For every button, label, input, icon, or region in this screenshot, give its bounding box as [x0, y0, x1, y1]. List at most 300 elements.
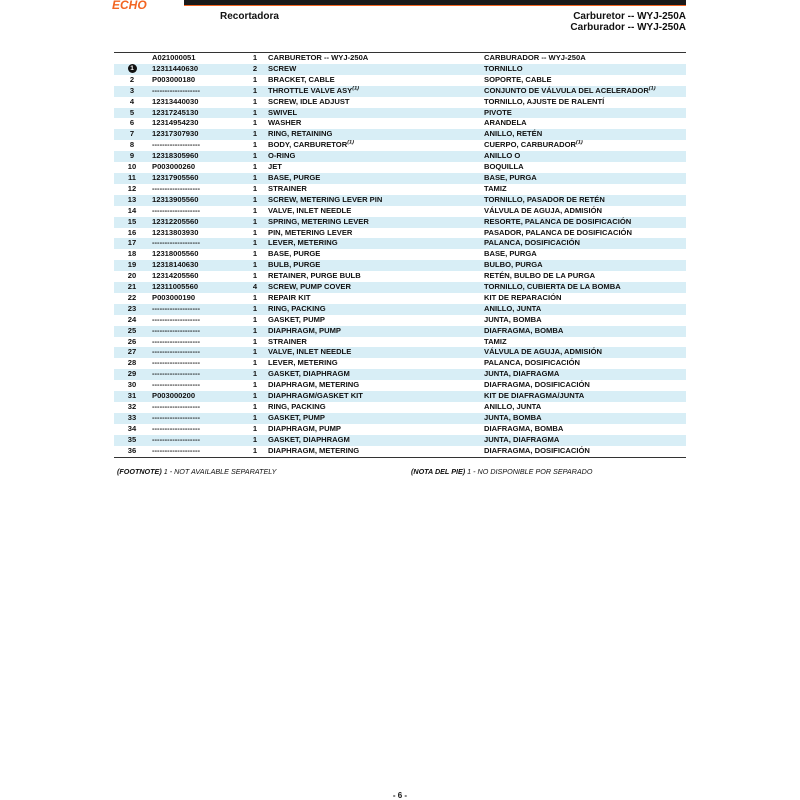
description-english: BRACKET, CABLE: [268, 74, 335, 84]
description-spanish-cell: [482, 347, 686, 358]
table-row: [114, 118, 686, 129]
table-row: [114, 228, 686, 239]
quantity-cell: 1: [252, 314, 258, 324]
description-spanish-cell: [482, 337, 686, 348]
parts-list-table: [114, 52, 686, 458]
quantity-cell: 1: [252, 118, 258, 128]
table-row: [114, 391, 686, 402]
table-row: [114, 108, 686, 119]
description-english-cell: [266, 435, 482, 446]
description-spanish: ANILLO, JUNTA: [484, 303, 542, 313]
part-number-cell: -------------------: [150, 435, 244, 446]
description-spanish: JUNTA, BOMBA: [484, 412, 542, 422]
table-row: [114, 446, 686, 457]
description-spanish-cell: [482, 64, 686, 75]
ref-number-cell: 6: [129, 118, 135, 128]
ref-number-cell: 12: [127, 183, 137, 193]
part-number-cell: P003000260: [152, 162, 196, 172]
part-number-cell: -------------------: [152, 358, 201, 368]
description-english-cell: [266, 195, 482, 206]
part-number-cell: 12313905560: [150, 195, 244, 206]
part-number-cell: -------------------: [152, 380, 201, 390]
part-number-cell: -------------------: [152, 205, 201, 215]
quantity-cell: 1: [252, 205, 258, 215]
ref-number-cell: 16: [127, 227, 137, 237]
footnote-english-text: 1 - NOT AVAILABLE SEPARATELY: [163, 467, 277, 476]
description-english-cell: [266, 108, 482, 119]
description-english: BASE, PURGE: [268, 172, 321, 182]
description-english-cell: [266, 173, 482, 184]
description-english-cell: [266, 64, 482, 75]
table-row: [114, 402, 686, 413]
table-row: [114, 249, 686, 260]
ref-number-cell: [114, 53, 150, 64]
description-spanish: RESORTE, PALANCA DE DOSIFICACIÓN: [484, 216, 632, 226]
quantity-cell: 1: [244, 326, 266, 337]
description-english-cell: [266, 446, 482, 457]
description-english: SCREW, IDLE ADJUST: [268, 96, 350, 106]
description-spanish-cell: [482, 260, 686, 271]
description-english-cell: [266, 380, 482, 391]
part-number-cell: -------------------: [150, 304, 244, 315]
table-row: [114, 424, 686, 435]
description-english: RETAINER, PURGE BULB: [268, 271, 361, 281]
footnote-english: [117, 467, 276, 476]
description-spanish: ANILLO, JUNTA: [484, 402, 542, 411]
description-english: CARBURETOR -- WYJ-250A: [268, 53, 369, 62]
ref-number-cell: 28: [127, 358, 137, 368]
description-spanish: BOQUILLA: [484, 162, 524, 172]
quantity-cell: 1: [252, 227, 258, 237]
description-spanish: TORNILLO, CUBIERTA DE LA BOMBA: [484, 282, 621, 292]
description-spanish: ARANDELA: [484, 118, 527, 128]
parts-list-body: [114, 53, 686, 458]
description-english: PIN, METERING LEVER: [268, 227, 353, 237]
description-english: SCREW, METERING LEVER PIN: [268, 194, 383, 204]
part-number-cell: 12313803930: [152, 227, 199, 237]
ref-number-cell: 14: [127, 205, 137, 215]
description-english-cell: [266, 413, 482, 424]
description-spanish-cell: [482, 206, 686, 217]
table-row: [114, 282, 686, 293]
description-english: STRAINER: [268, 183, 307, 193]
description-english: SWIVEL: [268, 107, 298, 117]
footnote-spanish-label: (NOTA DEL PIE): [411, 467, 466, 476]
brand-logo: [112, 0, 176, 10]
description-english: BULB, PURGE: [268, 260, 321, 270]
ref-number-cell: 22: [127, 292, 137, 302]
description-english: RING, PACKING: [268, 303, 326, 313]
ref-number-cell: 35: [114, 435, 150, 446]
ref-number-cell: 3: [114, 86, 150, 97]
description-spanish-cell: [482, 435, 686, 446]
description-spanish: ANILLO, RETÉN: [484, 129, 543, 139]
description-spanish-cell: [482, 184, 686, 195]
description-english-cell: [266, 260, 482, 271]
part-number-cell: -------------------: [152, 336, 201, 346]
ref-number-cell: 24: [127, 314, 137, 324]
quantity-cell: 1: [244, 195, 266, 206]
ref-number-cell: 2: [129, 74, 135, 84]
description-spanish: BASE, PURGA: [484, 249, 537, 259]
footnote-marker: (1): [648, 85, 656, 92]
ref-number-cell: 7: [114, 129, 150, 140]
description-english-cell: [266, 75, 482, 86]
description-english: RING, RETAINING: [268, 129, 333, 139]
description-spanish-cell: [482, 162, 686, 173]
description-english-cell: [266, 129, 482, 140]
description-spanish: SOPORTE, CABLE: [484, 74, 552, 84]
footnote-marker: (1): [575, 140, 583, 146]
table-row: [114, 315, 686, 326]
description-spanish: JUNTA, DIAFRAGMA: [484, 434, 560, 444]
quantity-cell: 1: [252, 336, 258, 346]
ref-number-cell: 17: [114, 238, 150, 249]
ref-number-cell: 36: [114, 446, 150, 457]
part-number-cell: -------------------: [150, 446, 244, 457]
description-english-cell: [266, 118, 482, 129]
ref-number-cell: 34: [127, 423, 137, 433]
part-number-cell: -------------------: [152, 423, 201, 433]
part-number-cell: 12317905560: [150, 173, 244, 184]
footnote-english-label: (FOOTNOTE): [117, 467, 162, 476]
description-spanish: RETÉN, BULBO DE LA PURGA: [484, 271, 596, 281]
description-spanish-cell: [482, 151, 686, 162]
quantity-cell: 1: [252, 423, 258, 433]
description-spanish: VÁLVULA DE AGUJA, ADMISIÓN: [484, 205, 602, 215]
quantity-cell: 1: [252, 271, 258, 281]
part-number-cell: 12318140630: [150, 260, 244, 271]
description-english-cell: [266, 184, 482, 195]
description-spanish: DIAFRAGMA, DOSIFICACIÓN: [484, 380, 590, 390]
part-number-cell: -------------------: [150, 369, 244, 380]
table-row: [114, 369, 686, 380]
quantity-cell: 1: [244, 108, 266, 119]
part-number-cell: 12314205560: [152, 271, 199, 281]
description-spanish: BULBO, PURGA: [484, 260, 543, 270]
part-number-cell: 12317307930: [150, 129, 244, 140]
footnote-marker: (1): [352, 85, 359, 92]
description-english: THROTTLE VALVE ASY: [268, 85, 353, 95]
table-row: [114, 260, 686, 271]
description-spanish: VÁLVULA DE AGUJA, ADMISIÓN: [484, 347, 602, 357]
part-number-cell: -------------------: [152, 140, 201, 150]
description-english: REPAIR KIT: [268, 292, 311, 302]
description-english: GASKET, DIAPHRAGM: [268, 369, 350, 379]
quantity-cell: 1: [252, 358, 258, 368]
quantity-cell: 1: [244, 304, 266, 315]
description-english-cell: [266, 206, 482, 217]
description-english: DIAPHRAGM, PUMP: [268, 325, 341, 335]
description-spanish: PALANCA, DOSIFICACIÓN: [484, 238, 581, 248]
footnote-spanish-text: 1 - NO DISPONIBLE POR SEPARADO: [467, 467, 593, 476]
quantity-cell: 1: [252, 249, 258, 259]
description-english-cell: [266, 238, 482, 249]
ref-number-cell: 26: [127, 336, 137, 346]
description-spanish-cell: [482, 326, 686, 337]
description-english-cell: [266, 337, 482, 348]
description-spanish-cell: [482, 315, 686, 326]
table-row: [114, 358, 686, 369]
description-spanish-cell: [482, 129, 686, 140]
table-row: [114, 217, 686, 228]
table-row: [114, 162, 686, 173]
description-spanish-cell: [482, 391, 686, 402]
table-row: [114, 151, 686, 162]
description-english: LEVER, METERING: [268, 238, 338, 248]
table-row: [114, 195, 686, 206]
description-spanish-cell: [482, 140, 686, 151]
description-english-cell: [266, 151, 482, 162]
description-spanish-cell: [482, 75, 686, 86]
description-english: VALVE, INLET NEEDLE: [268, 347, 352, 357]
ref-number-cell: 21: [114, 282, 150, 293]
part-number-cell: 12318305960: [150, 151, 244, 162]
description-spanish: TORNILLO: [484, 63, 523, 73]
quantity-cell: 1: [244, 151, 266, 162]
table-row: [114, 75, 686, 86]
description-spanish: JUNTA, DIAFRAGMA: [484, 369, 560, 379]
description-spanish: CONJUNTO DE VÁLVULA DEL ACELERADOR: [484, 85, 649, 95]
quantity-cell: 1: [244, 173, 266, 184]
description-english-cell: [266, 293, 482, 304]
description-spanish: CARBURADOR -- WYJ-250A: [484, 53, 586, 62]
description-english: BODY, CARBURETOR: [268, 140, 348, 150]
description-english: STRAINER: [268, 336, 307, 346]
part-number-cell: 12313440030: [152, 96, 199, 106]
quantity-cell: 1: [244, 446, 266, 457]
description-spanish: KIT DE DIAFRAGMA/JUNTA: [484, 391, 585, 401]
description-english-cell: [266, 391, 482, 402]
ref-number-cell: 10: [127, 162, 137, 172]
quantity-cell: 2: [244, 64, 266, 75]
part-number-cell: -------------------: [152, 402, 201, 411]
description-spanish-cell: [482, 413, 686, 424]
table-row: [114, 86, 686, 97]
quantity-cell: 1: [244, 413, 266, 424]
description-spanish-cell: [482, 271, 686, 282]
ref-number-cell: 29: [114, 369, 150, 380]
description-english: LEVER, METERING: [268, 358, 338, 368]
table-row: [114, 140, 686, 151]
description-spanish-cell: [482, 86, 686, 97]
description-spanish-cell: [482, 446, 686, 457]
part-number-cell: -------------------: [150, 413, 244, 424]
description-spanish-cell: [482, 228, 686, 239]
description-english-cell: [266, 326, 482, 337]
description-spanish-cell: [482, 249, 686, 260]
description-spanish: ANILLO O: [484, 151, 521, 161]
description-spanish-cell: [482, 293, 686, 304]
part-number-cell: -------------------: [152, 183, 201, 193]
description-spanish: JUNTA, BOMBA: [484, 314, 542, 324]
description-english-cell: [266, 249, 482, 260]
description-spanish-cell: [482, 53, 686, 64]
ref-number-cell: 15: [114, 217, 150, 228]
table-row: [114, 271, 686, 282]
table-row: [114, 97, 686, 108]
table-row: [114, 64, 686, 75]
description-english: DIAPHRAGM, PUMP: [268, 423, 341, 433]
quantity-cell: 1: [244, 217, 266, 228]
description-spanish: PALANCA, DOSIFICACIÓN: [484, 358, 581, 368]
part-number-cell: 12314954230: [152, 118, 199, 128]
description-spanish-cell: [482, 173, 686, 184]
table-row: [114, 53, 686, 64]
description-spanish: BASE, PURGA: [484, 172, 537, 182]
page-number: - 6 -: [392, 791, 408, 800]
quantity-cell: 1: [252, 96, 258, 106]
quantity-cell: 1: [252, 162, 258, 172]
table-row: [114, 347, 686, 358]
page-title-spanish: Carburador -- WYJ-250A: [570, 22, 686, 33]
description-english-cell: [266, 358, 482, 369]
description-spanish-cell: [482, 195, 686, 206]
description-spanish: TAMIZ: [484, 183, 507, 193]
ref-number-cell: 11: [114, 173, 150, 184]
description-english: SPRING, METERING LEVER: [268, 216, 369, 226]
quantity-cell: 1: [244, 86, 266, 97]
description-spanish-cell: [482, 282, 686, 293]
quantity-cell: 4: [244, 282, 266, 293]
description-english-cell: [266, 347, 482, 358]
description-spanish: PASADOR, PALANCA DE DOSIFICACIÓN: [484, 227, 632, 237]
ref-number-bullet: 1: [128, 64, 137, 73]
part-number-cell: P003000190: [152, 292, 196, 302]
ref-number-cell: 9: [114, 151, 150, 162]
description-english: GASKET, PUMP: [268, 314, 325, 324]
description-spanish: TAMIZ: [484, 336, 507, 346]
table-row: [114, 206, 686, 217]
ref-number-cell: 19: [114, 260, 150, 271]
part-number-cell: -------------------: [150, 86, 244, 97]
description-spanish-cell: [482, 97, 686, 108]
description-spanish-cell: [482, 238, 686, 249]
quantity-cell: 1: [244, 435, 266, 446]
ref-number-cell: 31: [114, 391, 150, 402]
description-spanish-cell: [482, 369, 686, 380]
part-number-cell: -------------------: [150, 347, 244, 358]
table-row: [114, 293, 686, 304]
part-number-cell: 12312205560: [150, 217, 244, 228]
description-spanish-cell: [482, 304, 686, 315]
description-english: DIAPHRAGM, METERING: [268, 380, 360, 390]
description-english: DIAPHRAGM, METERING: [268, 445, 360, 455]
description-english: VALVE, INLET NEEDLE: [268, 205, 352, 215]
description-spanish: CUERPO, CARBURADOR: [484, 140, 576, 150]
table-row: [114, 337, 686, 348]
quantity-cell: 1: [244, 53, 266, 64]
quantity-cell: 1: [252, 402, 258, 411]
ref-number-cell: 30: [127, 380, 137, 390]
description-english: GASKET, DIAPHRAGM: [268, 434, 350, 444]
quantity-cell: 1: [252, 380, 258, 390]
description-spanish: TORNILLO, PASADOR DE RETÉN: [484, 194, 605, 204]
page-title-english: Carburetor -- WYJ-250A: [573, 11, 686, 22]
description-spanish-cell: [482, 118, 686, 129]
description-english-cell: [266, 53, 482, 64]
description-english-cell: [266, 424, 482, 435]
description-spanish-cell: [482, 402, 686, 413]
description-english: WASHER: [268, 118, 302, 128]
description-spanish-cell: [482, 108, 686, 119]
description-english-cell: [266, 271, 482, 282]
description-english-cell: [266, 97, 482, 108]
description-english-cell: [266, 402, 482, 413]
part-number-cell: 12318005560: [152, 249, 199, 259]
ref-number-cell: 23: [114, 304, 150, 315]
quantity-cell: 1: [244, 391, 266, 402]
description-spanish-cell: [482, 358, 686, 369]
table-row: [114, 304, 686, 315]
part-number-cell: P003000180: [152, 74, 196, 84]
description-spanish: PIVOTE: [484, 107, 512, 117]
description-english-cell: [266, 228, 482, 239]
quantity-cell: 1: [244, 129, 266, 140]
ref-number-cell: 4: [129, 96, 135, 106]
ref-number-cell: 27: [114, 347, 150, 358]
description-english: BASE, PURGE: [268, 249, 321, 259]
table-row: [114, 184, 686, 195]
table-row: [114, 380, 686, 391]
description-english: SCREW, PUMP COVER: [268, 282, 351, 292]
description-spanish-cell: [482, 424, 686, 435]
description-english-cell: [266, 369, 482, 380]
description-english-cell: [266, 282, 482, 293]
description-english-cell: [266, 217, 482, 228]
ref-number-cell: 20: [127, 271, 137, 281]
quantity-cell: 1: [252, 292, 258, 302]
description-english: DIAPHRAGM/GASKET KIT: [268, 391, 363, 401]
part-number-cell: 12311440630: [150, 64, 244, 75]
quantity-cell: 1: [244, 260, 266, 271]
part-number-cell: 12311005560: [150, 282, 244, 293]
description-spanish-cell: [482, 380, 686, 391]
ref-number-cell: 18: [127, 249, 137, 259]
description-english-cell: [266, 162, 482, 173]
ref-number-cell: 33: [114, 413, 150, 424]
footnote-marker: (1): [347, 140, 354, 146]
part-number-cell: P003000200: [150, 391, 244, 402]
quantity-cell: 1: [252, 140, 258, 150]
description-english-cell: [266, 304, 482, 315]
table-row: [114, 173, 686, 184]
quantity-cell: 1: [244, 238, 266, 249]
ref-number-cell: 5: [114, 108, 150, 119]
part-number-cell: -------------------: [150, 326, 244, 337]
description-spanish: DIAFRAGMA, DOSIFICACIÓN: [484, 445, 590, 455]
description-english-cell: [266, 315, 482, 326]
table-row: [114, 129, 686, 140]
description-spanish: KIT DE REPARACIÓN: [484, 292, 562, 302]
section-name: Recortadora: [220, 11, 279, 22]
description-spanish: DIAFRAGMA, BOMBA: [484, 325, 564, 335]
description-english: JET: [268, 162, 282, 172]
quantity-cell: 1: [252, 183, 258, 193]
ref-number-cell: [114, 64, 150, 75]
description-english: GASKET, PUMP: [268, 412, 325, 422]
table-row: [114, 238, 686, 249]
description-spanish-cell: [482, 217, 686, 228]
part-number-cell: A021000051: [150, 53, 244, 64]
description-english: O-RING: [268, 151, 296, 161]
table-row: [114, 326, 686, 337]
table-row: [114, 435, 686, 446]
ref-number-cell: 25: [114, 326, 150, 337]
table-row: [114, 413, 686, 424]
description-english-cell: [266, 86, 482, 97]
description-english: SCREW: [268, 63, 297, 73]
